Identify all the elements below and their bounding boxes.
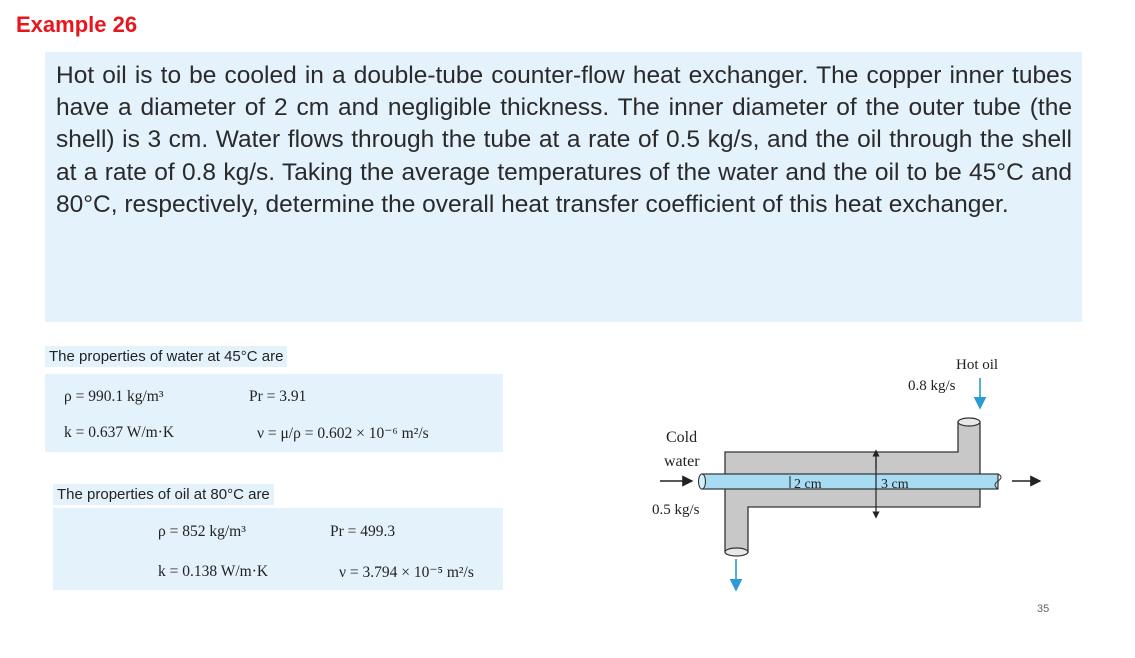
hot-oil-label: Hot oil	[956, 357, 999, 373]
page-number: 35	[1037, 603, 1050, 615]
inner-diameter-label: 2 cm	[794, 477, 822, 492]
water-conductivity: k = 0.637 W/m·K	[64, 424, 175, 441]
oil-flow-rate: 0.8 kg/s	[908, 378, 956, 394]
water-density: ρ = 990.1 kg/m³	[64, 388, 164, 405]
oil-properties-heading: The properties of oil at 80°C are	[53, 484, 274, 505]
problem-statement-box	[45, 52, 1082, 322]
problem-text: Hot oil is to be cooled in a double-tube counter-flow heat exchanger. The copper inner tubes have a diameter of 2 cm and negligible thickness. The inner diameter of the outer tube (the shell) is 3 cm. Water flows through the tube at a rate of 0.5 kg/s, and the oil through the shell at a rate of 0.8 kg/s. Taking the average temperatures of the water and the oil to be 45°C and 80°C, respectively, determine the overall heat transfer coefficient of this heat exchanger.	[56, 62, 1072, 218]
oil-density: ρ = 852 kg/m³	[158, 523, 246, 540]
inner-tube	[699, 474, 1002, 489]
example-title: Example 26	[16, 12, 138, 37]
water-label: water	[664, 453, 700, 470]
water-flow-rate: 0.5 kg/s	[652, 502, 700, 518]
water-properties-heading: The properties of water at 45°C are	[45, 346, 287, 367]
outer-diameter-label: 3 cm	[881, 477, 909, 492]
water-viscosity: ν = μ/ρ = 0.602 × 10⁻⁶ m²/s	[257, 425, 429, 442]
cold-label: Cold	[666, 429, 698, 446]
oil-prandtl: Pr = 499.3	[330, 523, 396, 540]
heat-exchanger-diagram	[640, 345, 1080, 595]
water-prandtl: Pr = 3.91	[249, 388, 307, 405]
oil-conductivity: k = 0.138 W/m·K	[158, 563, 269, 580]
oil-viscosity: ν = 3.794 × 10⁻⁵ m²/s	[339, 564, 474, 581]
